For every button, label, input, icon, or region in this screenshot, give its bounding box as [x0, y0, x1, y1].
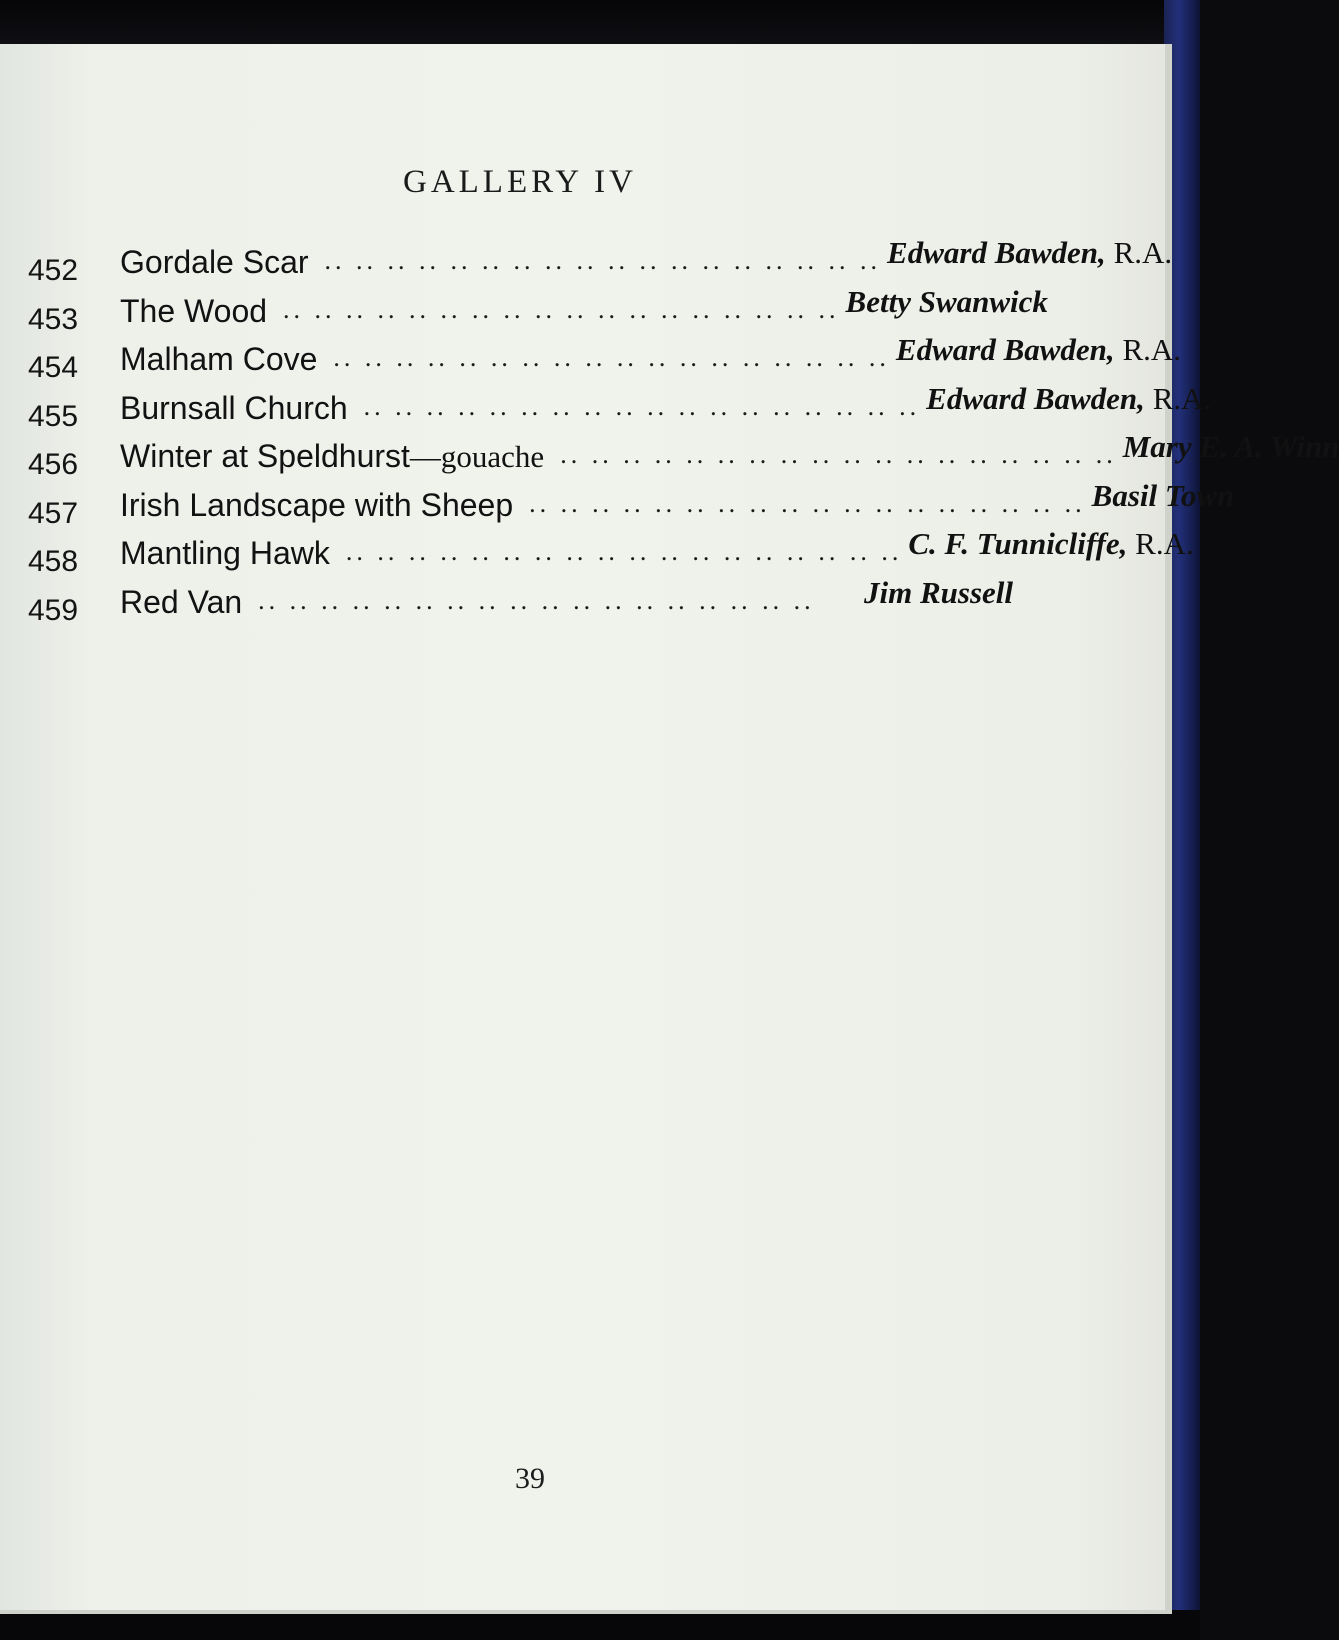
entry-artist: C. F. Tunnicliffe, R.A. [908, 526, 1194, 561]
scanner-top-shadow [0, 0, 1200, 46]
entry-title: Burnsall Church [120, 389, 348, 426]
entry-number: 455 [28, 399, 79, 433]
entry-title: Mantling Hawk [120, 535, 330, 571]
catalogue-entry [28, 429, 1339, 487]
entry-artist: Mary E. A. Winn [1122, 429, 1339, 464]
entry-number: 458 [28, 545, 79, 578]
catalogue-entry [28, 332, 1182, 390]
entry-title: Malham Cove [120, 341, 318, 377]
catalogue-list [28, 235, 1339, 632]
entry-number: 459 [28, 593, 79, 627]
dot-leader: .. .. .. .. .. .. .. .. .. .. .. .. .. .. .. .. .. .. [333, 343, 890, 372]
dot-leader: .. .. .. .. .. .. .. .. .. .. .. .. .. .. .. .. .. .. [560, 440, 1117, 469]
entry-number: 457 [28, 496, 79, 530]
catalogue-page [0, 44, 1339, 1610]
entry-number: 456 [28, 448, 79, 481]
show-through-texture [100, 644, 1020, 1404]
dot-leader: .. .. .. .. .. .. .. .. .. .. .. .. .. .. .. .. .. .. [345, 537, 903, 566]
entry-title: Irish Landscape with Sheep [120, 486, 514, 523]
entry-artist: Edward Bawden, R.A. [926, 380, 1212, 416]
gallery-heading: GALLERY IV [402, 164, 637, 200]
entry-artist: Jim Russell [863, 574, 1013, 610]
entry-title: Gordale Scar [120, 244, 309, 280]
dot-leader: .. .. .. .. .. .. .. .. .. .. .. .. .. .. .. .. .. .. [258, 585, 815, 615]
entry-number: 452 [28, 254, 79, 287]
scanner-bottom-shadow [0, 1610, 1200, 1640]
catalogue-entry [28, 380, 1212, 439]
catalogue-entry [28, 283, 1048, 342]
entry-number: 453 [28, 302, 79, 336]
dot-leader: .. .. .. .. .. .. .. .. .. .. .. .. .. .. .. .. .. .. [529, 488, 1086, 518]
entry-number: 454 [28, 351, 79, 384]
entry-artist: Betty Swanwick [845, 283, 1048, 319]
entry-artist: Edward Bawden, R.A. [887, 235, 1173, 270]
entry-title: Winter at Speldhurst—gouache [120, 438, 545, 474]
entry-artist: Edward Bawden, R.A. [895, 332, 1182, 367]
entry-title: The Wood [120, 292, 268, 329]
catalogue-entry [28, 477, 1235, 536]
page-number: 39 [515, 1462, 545, 1495]
catalogue-entry [28, 574, 1013, 633]
dot-leader: .. .. .. .. .. .. .. .. .. .. .. .. .. .. .. .. .. .. [363, 391, 921, 421]
entry-artist: Basil Town [1091, 477, 1235, 513]
dot-leader: .. .. .. .. .. .. .. .. .. .. .. .. .. .. .. .. .. .. [283, 294, 840, 324]
entry-title: Red Van [120, 583, 243, 620]
dot-leader: .. .. .. .. .. .. .. .. .. .. .. .. .. .. .. .. .. .. [324, 246, 882, 275]
